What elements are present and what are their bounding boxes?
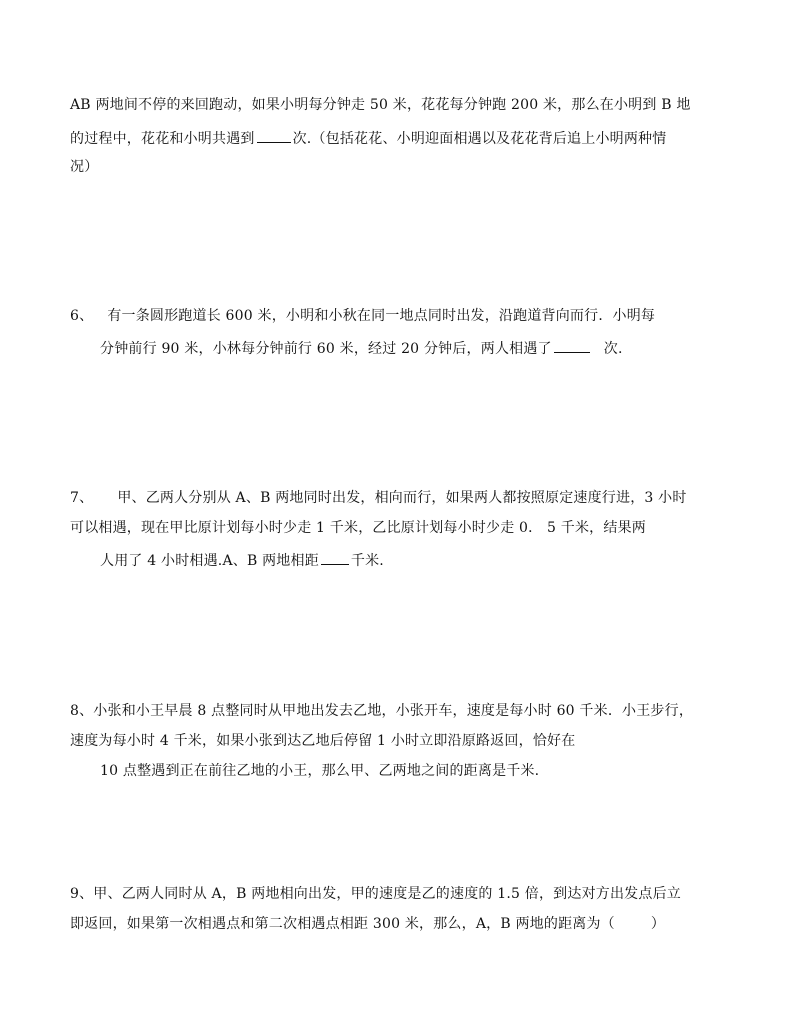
problem-6-text-1: 有一条圆形跑道长 600 米，小明和小秋在同一地点同时出发，沿跑道背向而行．小明每 (107, 308, 656, 324)
problem-9-text-2b: ） (650, 916, 666, 932)
problem-6-text-2b: 次. (603, 341, 623, 357)
problem-7-line-1 (70, 489, 687, 507)
problem-7-text-3a: 人用了 4 小时相遇.A、B 两地相距 (100, 553, 319, 569)
problem-8-line-3 (100, 762, 539, 780)
answer-blank (321, 550, 349, 565)
problem-8-text-1: 8、小张和小王早晨 8 点整同时从甲地出发去乙地，小张开车，速度是每小时 60 千米．小王步行， (70, 703, 694, 719)
answer-blank (257, 128, 291, 143)
problem-5-line-3 (70, 158, 98, 176)
problem-6-line-2 (100, 338, 623, 358)
problem-9-text-2a: 即返回，如果第一次相遇点和第二次相遇点相距 300 米，那么，A，B 两地的距离为（ (70, 916, 615, 932)
problem-5-line-2 (70, 128, 666, 148)
problem-8-text-2: 速度为每小时 4 千米，如果小张到达乙地后停留 1 小时立即沿原路返回，恰好在 (70, 733, 576, 749)
problem-7-number: 7、 (70, 490, 94, 506)
problem-5-text-1: AB 两地间不停的来回跑动，如果小明每分钟走 50 米，花花每分钟跑 200 米，那么在小明到 B 地 (70, 97, 691, 113)
problem-7-text-3b: 千米. (350, 553, 384, 569)
problem-8-text-3: 10 点整遇到正在前往乙地的小王，那么甲、乙两地之间的距离是千米. (100, 763, 540, 779)
problem-7-line-2 (70, 519, 646, 537)
problem-7-line-3 (100, 550, 384, 570)
problem-6-line-1 (70, 307, 655, 325)
problem-9-line-1 (70, 885, 681, 903)
problem-5-text-2b: 次.（包括花花、小明迎面相遇以及花花背后追上小明两种情 (292, 131, 667, 147)
problem-6-number: 6、 (70, 308, 94, 324)
problem-8-line-2 (70, 732, 575, 750)
problem-5-text-3: 况） (70, 159, 99, 175)
problem-7-text-1: 甲、乙两人分别从 A、B 两地同时出发，相向而行，如果两人都按照原定速度行进，3 小时 (117, 490, 687, 506)
problem-9-text-1: 9、甲、乙两人同时从 A，B 两地相向出发，甲的速度是乙的速度的 1.5 倍，到达对方出发点后立 (70, 886, 681, 902)
problem-9-line-2 (70, 915, 665, 933)
problem-8-line-1 (70, 702, 693, 720)
problem-5-text-2a: 的过程中，花花和小明共遇到 (70, 131, 255, 147)
answer-blank (554, 338, 590, 353)
problem-7-text-2: 可以相遇，现在甲比原计划每小时少走 1 千米，乙比原计划每小时少走 0． 5 千米，结果两 (70, 520, 646, 536)
problem-5-line-1 (70, 96, 691, 114)
problem-6-text-2a: 分钟前行 90 米，小林每分钟前行 60 米，经过 20 分钟后，两人相遇了 (100, 341, 552, 357)
